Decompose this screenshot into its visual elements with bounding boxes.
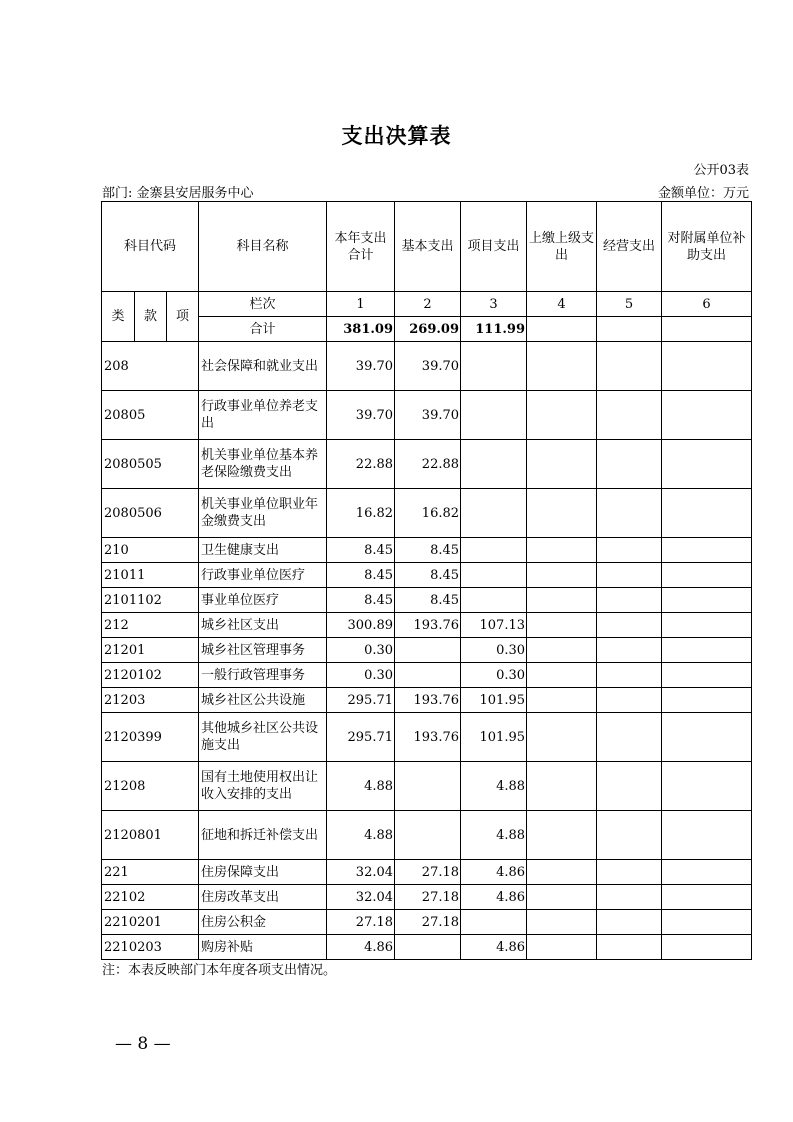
- table-row: [102, 440, 752, 489]
- row-project: 4.86: [461, 935, 527, 960]
- form-number: 公开03表: [693, 163, 749, 178]
- row-project: 4.88: [461, 762, 527, 811]
- col-number-1: 1: [327, 292, 395, 317]
- row-name: 社会保障和就业支出: [199, 342, 327, 391]
- row-basic: 8.45: [395, 563, 461, 588]
- row-business: [597, 588, 662, 613]
- row-basic: [395, 762, 461, 811]
- header-project: 项目支出: [461, 202, 527, 292]
- row-total: 22.88: [327, 440, 395, 489]
- row-upper: [527, 563, 597, 588]
- row-upper: [527, 440, 597, 489]
- header-xiang: 项: [167, 292, 199, 342]
- totals-subsidy: [662, 317, 752, 342]
- row-basic: [395, 638, 461, 663]
- row-subsidy: [662, 563, 752, 588]
- row-project: 0.30: [461, 663, 527, 688]
- row-total: 39.70: [327, 342, 395, 391]
- row-basic: 27.18: [395, 885, 461, 910]
- row-subsidy: [662, 638, 752, 663]
- row-name: 城乡社区公共设施: [199, 688, 327, 713]
- row-project: [461, 391, 527, 440]
- row-project: 0.30: [461, 638, 527, 663]
- col-number-2: 2: [395, 292, 461, 317]
- row-subsidy: [662, 663, 752, 688]
- row-name: 行政事业单位养老支出: [199, 391, 327, 440]
- table-row: [102, 910, 752, 935]
- table-note: 注：本表反映部门本年度各项支出情况。: [102, 963, 337, 978]
- totals-label: 合计: [199, 317, 327, 342]
- col-number-5: 5: [597, 292, 662, 317]
- row-project: 101.95: [461, 713, 527, 762]
- row-business: [597, 613, 662, 638]
- row-name: 机关事业单位职业年金缴费支出: [199, 489, 327, 538]
- table-row: [102, 613, 752, 638]
- row-project: [461, 489, 527, 538]
- header-subsidy: 对附属单位补助支出: [662, 202, 752, 292]
- row-basic: 193.76: [395, 613, 461, 638]
- row-name: 卫生健康支出: [199, 538, 327, 563]
- row-business: [597, 811, 662, 860]
- header-row: [102, 202, 752, 292]
- row-project: [461, 342, 527, 391]
- row-upper: [527, 910, 597, 935]
- row-project: [461, 563, 527, 588]
- row-code: 212: [102, 613, 199, 638]
- page-title: 支出决算表: [341, 123, 452, 148]
- row-subsidy: [662, 613, 752, 638]
- row-code: 21201: [102, 638, 199, 663]
- header-code: 科目代码: [102, 202, 199, 292]
- row-business: [597, 860, 662, 885]
- row-business: [597, 713, 662, 762]
- row-business: [597, 342, 662, 391]
- row-business: [597, 440, 662, 489]
- row-upper: [527, 538, 597, 563]
- row-name: 购房补贴: [199, 935, 327, 960]
- row-upper: [527, 342, 597, 391]
- row-code: 2101102: [102, 588, 199, 613]
- row-upper: [527, 811, 597, 860]
- col-number-3: 3: [461, 292, 527, 317]
- row-total: 0.30: [327, 663, 395, 688]
- row-project: 4.88: [461, 811, 527, 860]
- row-name: 城乡社区支出: [199, 613, 327, 638]
- row-subsidy: [662, 688, 752, 713]
- row-basic: 39.70: [395, 342, 461, 391]
- amount-unit-label: 金额单位：万元: [657, 186, 749, 201]
- row-basic: 8.45: [395, 588, 461, 613]
- row-subsidy: [662, 588, 752, 613]
- totals-project: 111.99: [461, 317, 527, 342]
- row-total: 295.71: [327, 688, 395, 713]
- row-upper: [527, 713, 597, 762]
- row-name: 国有土地使用权出让收入安排的支出: [199, 762, 327, 811]
- row-basic: [395, 935, 461, 960]
- table-row: [102, 860, 752, 885]
- row-name: 机关事业单位基本养老保险缴费支出: [199, 440, 327, 489]
- row-project: 4.86: [461, 885, 527, 910]
- col-number-6: 6: [662, 292, 752, 317]
- table-row: [102, 588, 752, 613]
- row-basic: [395, 663, 461, 688]
- row-total: 32.04: [327, 885, 395, 910]
- header-total: 本年支出合计: [327, 202, 395, 292]
- header-name: 科目名称: [199, 202, 327, 292]
- row-upper: [527, 935, 597, 960]
- row-code: 21208: [102, 762, 199, 811]
- row-name: 一般行政管理事务: [199, 663, 327, 688]
- header-kuan: 款: [135, 292, 167, 342]
- row-project: 4.86: [461, 860, 527, 885]
- row-project: [461, 440, 527, 489]
- table-row: [102, 638, 752, 663]
- row-business: [597, 762, 662, 811]
- table-row: [102, 342, 752, 391]
- row-basic: 27.18: [395, 860, 461, 885]
- table-row: [102, 935, 752, 960]
- row-upper: [527, 860, 597, 885]
- row-code: 2120102: [102, 663, 199, 688]
- table-row: [102, 811, 752, 860]
- header-lanci: 栏次: [199, 292, 327, 317]
- row-subsidy: [662, 811, 752, 860]
- row-total: 295.71: [327, 713, 395, 762]
- row-upper: [527, 885, 597, 910]
- row-business: [597, 885, 662, 910]
- row-subsidy: [662, 935, 752, 960]
- row-total: 16.82: [327, 489, 395, 538]
- row-basic: 22.88: [395, 440, 461, 489]
- row-business: [597, 935, 662, 960]
- column-number-row: [102, 292, 752, 317]
- header-basic: 基本支出: [395, 202, 461, 292]
- totals-basic: 269.09: [395, 317, 461, 342]
- row-upper: [527, 762, 597, 811]
- row-total: 32.04: [327, 860, 395, 885]
- row-upper: [527, 613, 597, 638]
- row-project: [461, 538, 527, 563]
- row-total: 4.88: [327, 762, 395, 811]
- row-upper: [527, 391, 597, 440]
- totals-total: 381.09: [327, 317, 395, 342]
- table-row: [102, 688, 752, 713]
- row-code: 2080506: [102, 489, 199, 538]
- page-number: — 8 —: [115, 1034, 171, 1054]
- row-total: 0.30: [327, 638, 395, 663]
- row-code: 210: [102, 538, 199, 563]
- row-code: 21203: [102, 688, 199, 713]
- row-upper: [527, 588, 597, 613]
- row-business: [597, 688, 662, 713]
- row-subsidy: [662, 860, 752, 885]
- table-row: [102, 885, 752, 910]
- row-upper: [527, 489, 597, 538]
- table-row: [102, 538, 752, 563]
- row-name: 行政事业单位医疗: [199, 563, 327, 588]
- row-code: 22102: [102, 885, 199, 910]
- table-row: [102, 663, 752, 688]
- row-basic: 193.76: [395, 688, 461, 713]
- row-upper: [527, 688, 597, 713]
- row-code: 221: [102, 860, 199, 885]
- row-total: 8.45: [327, 538, 395, 563]
- row-business: [597, 538, 662, 563]
- table-row: [102, 713, 752, 762]
- row-name: 住房公积金: [199, 910, 327, 935]
- row-basic: [395, 811, 461, 860]
- row-code: 20805: [102, 391, 199, 440]
- totals-upper: [527, 317, 597, 342]
- row-subsidy: [662, 342, 752, 391]
- table-row: [102, 489, 752, 538]
- row-basic: 27.18: [395, 910, 461, 935]
- row-project: 101.95: [461, 688, 527, 713]
- row-subsidy: [662, 440, 752, 489]
- row-subsidy: [662, 538, 752, 563]
- row-name: 征地和拆迁补偿支出: [199, 811, 327, 860]
- row-upper: [527, 663, 597, 688]
- table-row: [102, 391, 752, 440]
- row-total: 8.45: [327, 563, 395, 588]
- table-row: [102, 563, 752, 588]
- header-upper: 上缴上级支出: [527, 202, 597, 292]
- row-code: 2120399: [102, 713, 199, 762]
- col-number-4: 4: [527, 292, 597, 317]
- row-basic: 8.45: [395, 538, 461, 563]
- row-code: 208: [102, 342, 199, 391]
- row-total: 4.86: [327, 935, 395, 960]
- row-project: [461, 910, 527, 935]
- table-row: [102, 762, 752, 811]
- row-subsidy: [662, 885, 752, 910]
- row-name: 住房保障支出: [199, 860, 327, 885]
- row-business: [597, 663, 662, 688]
- row-upper: [527, 638, 597, 663]
- totals-business: [597, 317, 662, 342]
- row-name: 其他城乡社区公共设施支出: [199, 713, 327, 762]
- row-subsidy: [662, 762, 752, 811]
- row-basic: 16.82: [395, 489, 461, 538]
- row-project: [461, 588, 527, 613]
- row-basic: 39.70: [395, 391, 461, 440]
- row-business: [597, 489, 662, 538]
- totals-row: [102, 317, 752, 342]
- row-code: 2080505: [102, 440, 199, 489]
- row-project: 107.13: [461, 613, 527, 638]
- row-name: 住房改革支出: [199, 885, 327, 910]
- header-business: 经营支出: [597, 202, 662, 292]
- row-subsidy: [662, 391, 752, 440]
- row-total: 300.89: [327, 613, 395, 638]
- row-code: 2120801: [102, 811, 199, 860]
- row-code: 2210201: [102, 910, 199, 935]
- row-total: 4.88: [327, 811, 395, 860]
- row-subsidy: [662, 713, 752, 762]
- row-total: 27.18: [327, 910, 395, 935]
- row-basic: 193.76: [395, 713, 461, 762]
- department-label: 部门: 金寨县安居服务中心: [102, 186, 254, 201]
- row-business: [597, 638, 662, 663]
- row-subsidy: [662, 489, 752, 538]
- row-total: 39.70: [327, 391, 395, 440]
- header-lei: 类: [102, 292, 135, 342]
- row-subsidy: [662, 910, 752, 935]
- row-name: 事业单位医疗: [199, 588, 327, 613]
- row-business: [597, 563, 662, 588]
- expenditure-table: [101, 201, 752, 960]
- row-business: [597, 910, 662, 935]
- row-total: 8.45: [327, 588, 395, 613]
- row-code: 2210203: [102, 935, 199, 960]
- row-business: [597, 391, 662, 440]
- row-name: 城乡社区管理事务: [199, 638, 327, 663]
- row-code: 21011: [102, 563, 199, 588]
